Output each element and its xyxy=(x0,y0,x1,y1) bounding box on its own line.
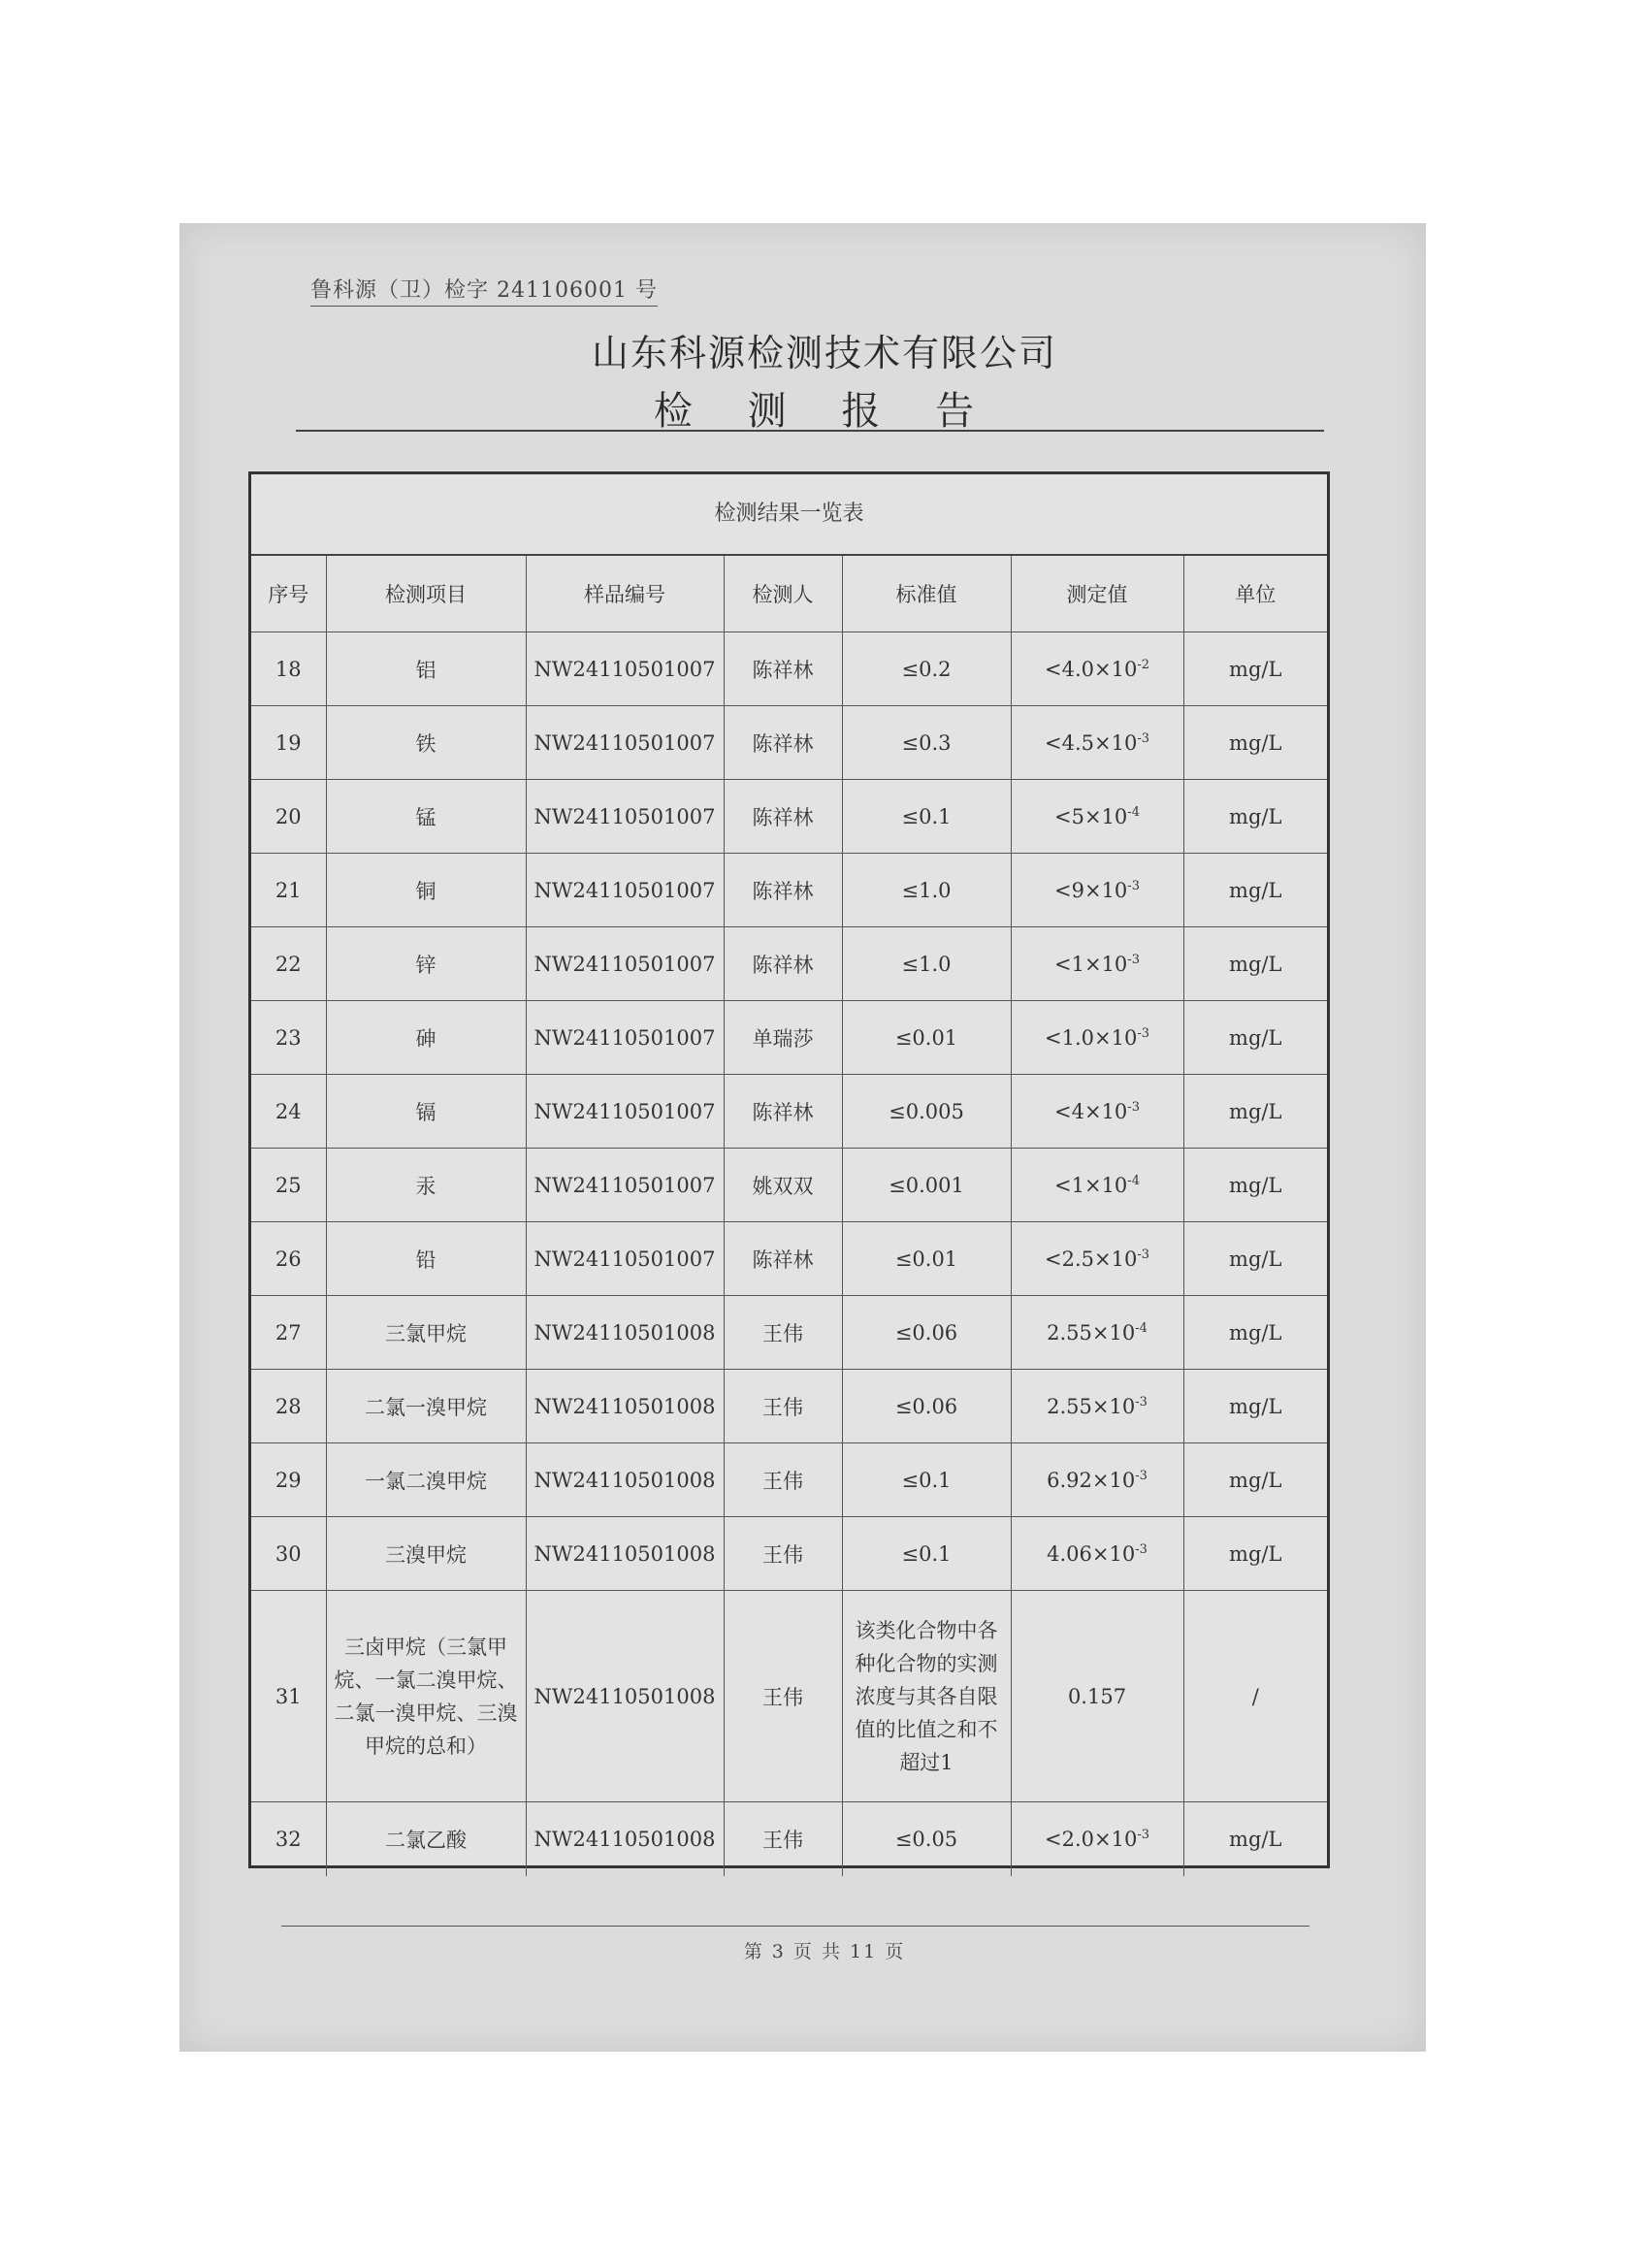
cell-sample: NW24110501007 xyxy=(526,854,724,927)
cell-standard: ≤0.3 xyxy=(842,706,1011,780)
cell-tester: 王伟 xyxy=(724,1517,842,1591)
cell-tester: 陈祥林 xyxy=(724,1075,842,1149)
cell-unit: mg/L xyxy=(1183,1222,1327,1296)
cell-measured: 0.157 xyxy=(1011,1591,1183,1802)
cell-unit: mg/L xyxy=(1183,1296,1327,1370)
cell-no: 20 xyxy=(251,780,326,854)
cell-tester: 陈祥林 xyxy=(724,854,842,927)
cell-standard: ≤0.06 xyxy=(842,1296,1011,1370)
cell-sample: NW24110501008 xyxy=(526,1370,724,1443)
cell-unit: mg/L xyxy=(1183,1075,1327,1149)
cell-standard: 该类化合物中各种化合物的实测浓度与其各自限值的比值之和不超过1 xyxy=(842,1591,1011,1802)
cell-sample: NW24110501007 xyxy=(526,1149,724,1222)
cell-item: 三卤甲烷（三氯甲烷、一氯二溴甲烷、二氯一溴甲烷、三溴甲烷的总和） xyxy=(326,1591,526,1802)
cell-standard: ≤0.05 xyxy=(842,1802,1011,1876)
cell-measured: $<2.5\times 10^{-3}$ xyxy=(1011,1222,1183,1296)
cell-no: 26 xyxy=(251,1222,326,1296)
cell-sample: NW24110501008 xyxy=(526,1517,724,1591)
table-row xyxy=(251,706,1327,780)
cell-unit: mg/L xyxy=(1183,1443,1327,1517)
col-header-unit: 单位 xyxy=(1183,556,1327,632)
cell-standard: ≤0.2 xyxy=(842,632,1011,706)
cell-standard: ≤0.01 xyxy=(842,1001,1011,1075)
cell-item: 铁 xyxy=(326,706,526,780)
cell-tester: 王伟 xyxy=(724,1370,842,1443)
cell-item: 二氯一溴甲烷 xyxy=(326,1370,526,1443)
table-row xyxy=(251,1001,1327,1075)
cell-sample: NW24110501007 xyxy=(526,780,724,854)
cell-tester: 王伟 xyxy=(724,1591,842,1802)
cell-measured: $6.92\times 10^{-3}$ xyxy=(1011,1443,1183,1517)
cell-item: 锰 xyxy=(326,780,526,854)
cell-tester: 陈祥林 xyxy=(724,632,842,706)
table-row xyxy=(251,1075,1327,1149)
cell-unit: mg/L xyxy=(1183,780,1327,854)
cell-item: 一氯二溴甲烷 xyxy=(326,1443,526,1517)
cell-no: 32 xyxy=(251,1802,326,1876)
cell-sample: NW24110501007 xyxy=(526,1075,724,1149)
cell-unit: mg/L xyxy=(1183,1370,1327,1443)
col-header-item: 检测项目 xyxy=(326,556,526,632)
cell-sample: NW24110501007 xyxy=(526,1222,724,1296)
cell-no: 24 xyxy=(251,1075,326,1149)
cell-measured: $<1\times 10^{-3}$ xyxy=(1011,927,1183,1001)
col-header-no: 序号 xyxy=(251,556,326,632)
cell-sample: NW24110501008 xyxy=(526,1591,724,1802)
cell-tester: 王伟 xyxy=(724,1296,842,1370)
col-header-sample: 样品编号 xyxy=(526,556,724,632)
cell-item: 铝 xyxy=(326,632,526,706)
table-row xyxy=(251,927,1327,1001)
results-table xyxy=(251,556,1327,1876)
cell-item: 镉 xyxy=(326,1075,526,1149)
results-table-frame xyxy=(248,471,1330,1868)
page-number: 第 3 页 共 11 页 xyxy=(743,1941,906,1962)
table-row xyxy=(251,1149,1327,1222)
company-name: 山东科源检测技术有限公司 xyxy=(591,332,1057,374)
cell-unit: mg/L xyxy=(1183,632,1327,706)
cell-tester: 陈祥林 xyxy=(724,1222,842,1296)
cell-item: 三溴甲烷 xyxy=(326,1517,526,1591)
cell-standard: ≤1.0 xyxy=(842,854,1011,927)
cell-no: 22 xyxy=(251,927,326,1001)
cell-unit: mg/L xyxy=(1183,1517,1327,1591)
table-body xyxy=(251,632,1327,1876)
cell-tester: 单瑞莎 xyxy=(724,1001,842,1075)
cell-tester: 陈祥林 xyxy=(724,706,842,780)
cell-measured: $<1\times 10^{-4}$ xyxy=(1011,1149,1183,1222)
cell-item: 铜 xyxy=(326,854,526,927)
cell-no: 19 xyxy=(251,706,326,780)
cell-measured: $<9\times 10^{-3}$ xyxy=(1011,854,1183,927)
cell-measured: $2.55\times 10^{-3}$ xyxy=(1011,1370,1183,1443)
cell-measured: $<2.0\times 10^{-3}$ xyxy=(1011,1802,1183,1876)
cell-measured: $<4.0\times 10^{-2}$ xyxy=(1011,632,1183,706)
header-rule xyxy=(296,430,1324,432)
col-header-tester: 检测人 xyxy=(724,556,842,632)
cell-sample: NW24110501008 xyxy=(526,1443,724,1517)
cell-unit: mg/L xyxy=(1183,854,1327,927)
cell-sample: NW24110501008 xyxy=(526,1802,724,1876)
table-row xyxy=(251,1443,1327,1517)
cell-measured: $<4\times 10^{-3}$ xyxy=(1011,1075,1183,1149)
cell-standard: ≤0.001 xyxy=(842,1149,1011,1222)
report-title: 检 测 报 告 xyxy=(653,389,996,434)
cell-measured: $<1.0\times 10^{-3}$ xyxy=(1011,1001,1183,1075)
cell-item: 铅 xyxy=(326,1222,526,1296)
cell-no: 18 xyxy=(251,632,326,706)
cell-unit: / xyxy=(1183,1591,1327,1802)
table-row xyxy=(251,1222,1327,1296)
cell-measured: $4.06\times 10^{-3}$ xyxy=(1011,1517,1183,1591)
cell-item: 二氯乙酸 xyxy=(326,1802,526,1876)
cell-no: 28 xyxy=(251,1370,326,1443)
table-row xyxy=(251,1517,1327,1591)
cell-tester: 陈祥林 xyxy=(724,780,842,854)
table-row xyxy=(251,1296,1327,1370)
cell-standard: ≤0.01 xyxy=(842,1222,1011,1296)
cell-sample: NW24110501007 xyxy=(526,927,724,1001)
cell-measured: $<4.5\times 10^{-3}$ xyxy=(1011,706,1183,780)
cell-no: 27 xyxy=(251,1296,326,1370)
cell-no: 29 xyxy=(251,1443,326,1517)
cell-tester: 王伟 xyxy=(724,1802,842,1876)
cell-tester: 王伟 xyxy=(724,1443,842,1517)
cell-standard: ≤0.005 xyxy=(842,1075,1011,1149)
cell-sample: NW24110501007 xyxy=(526,1001,724,1075)
table-row xyxy=(251,1591,1327,1802)
cell-standard: ≤0.1 xyxy=(842,1517,1011,1591)
cell-sample: NW24110501007 xyxy=(526,632,724,706)
table-row xyxy=(251,1802,1327,1876)
cell-standard: ≤0.1 xyxy=(842,780,1011,854)
cell-item: 锌 xyxy=(326,927,526,1001)
table-row xyxy=(251,780,1327,854)
cell-sample: NW24110501008 xyxy=(526,1296,724,1370)
table-row xyxy=(251,1370,1327,1443)
cell-item: 三氯甲烷 xyxy=(326,1296,526,1370)
table-row xyxy=(251,632,1327,706)
cell-tester: 陈祥林 xyxy=(724,927,842,1001)
cell-measured: $2.55\times 10^{-4}$ xyxy=(1011,1296,1183,1370)
cell-no: 30 xyxy=(251,1517,326,1591)
cell-unit: mg/L xyxy=(1183,1802,1327,1876)
table-caption: 检测结果一览表 xyxy=(251,474,1327,556)
col-header-standard: 标准值 xyxy=(842,556,1011,632)
report-number: 鲁科源（卫）检字 241106001 号 xyxy=(310,274,658,307)
table-header-row xyxy=(251,556,1327,632)
cell-standard: ≤1.0 xyxy=(842,927,1011,1001)
cell-no: 23 xyxy=(251,1001,326,1075)
cell-standard: ≤0.06 xyxy=(842,1370,1011,1443)
cell-standard: ≤0.1 xyxy=(842,1443,1011,1517)
col-header-measured: 测定值 xyxy=(1011,556,1183,632)
cell-tester: 姚双双 xyxy=(724,1149,842,1222)
cell-unit: mg/L xyxy=(1183,1149,1327,1222)
footer-rule xyxy=(281,1926,1310,1927)
cell-sample: NW24110501007 xyxy=(526,706,724,780)
table-row xyxy=(251,854,1327,927)
cell-item: 汞 xyxy=(326,1149,526,1222)
cell-unit: mg/L xyxy=(1183,706,1327,780)
cell-unit: mg/L xyxy=(1183,927,1327,1001)
cell-no: 25 xyxy=(251,1149,326,1222)
cell-measured: $<5\times 10^{-4}$ xyxy=(1011,780,1183,854)
cell-unit: mg/L xyxy=(1183,1001,1327,1075)
cell-item: 砷 xyxy=(326,1001,526,1075)
cell-no: 21 xyxy=(251,854,326,927)
cell-no: 31 xyxy=(251,1591,326,1802)
